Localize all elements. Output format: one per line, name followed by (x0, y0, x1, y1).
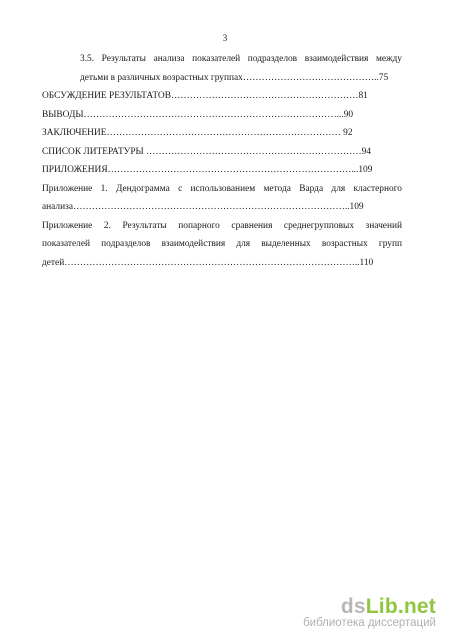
watermark-subtitle: библиотека диссертаций (303, 617, 436, 629)
toc-entry-final: ЗАКЛЮЧЕНИЕ………………………………………………………………… 92 (42, 128, 353, 138)
toc-entry-discussion: ОБСУЖДЕНИЕ РЕЗУЛЬТАТОВ……………………………………………………81 (42, 91, 368, 101)
toc-entry-references: СПИСОК ЛИТЕРАТУРЫ ……………………………………………………………94 (42, 146, 372, 157)
toc-entry-appendix-2-cont: показателей подразделов взаимодействия для выделенных возрастных групп (42, 239, 402, 249)
toc-entry-appendices: ПРИЛОЖЕНИЯ……………………………………………………………………...109 (42, 165, 373, 175)
toc-entry-appendix-1-cont: анализа……………………………………………………………………………..109 (42, 202, 364, 212)
page-number: 3 (222, 33, 228, 43)
toc-entry-appendix-2-end: детей…………………………………………………………………………………..110 (42, 257, 374, 268)
dslib-watermark (303, 595, 436, 629)
toc-entry-conclusions: ВЫВОДЫ………………………………………………………………………...90 (42, 109, 354, 120)
toc-entry-appendix-2: Приложение 2. Результаты попарного сравнения среднегрупповых значений (42, 220, 402, 231)
toc-entry-appendix-1: Приложение 1. Дендограмма с использованием метода Варда для кластерного (42, 183, 402, 194)
toc-entry-3-5: 3.5. Результаты анализа показателей подразделов взаимодействия между (80, 54, 402, 64)
dslib-logo: dsLib.net (340, 595, 436, 618)
table-of-contents (42, 50, 402, 272)
toc-entry-3-5-cont: детьми в различных возрастных группах……………………………………..75 (80, 72, 389, 83)
